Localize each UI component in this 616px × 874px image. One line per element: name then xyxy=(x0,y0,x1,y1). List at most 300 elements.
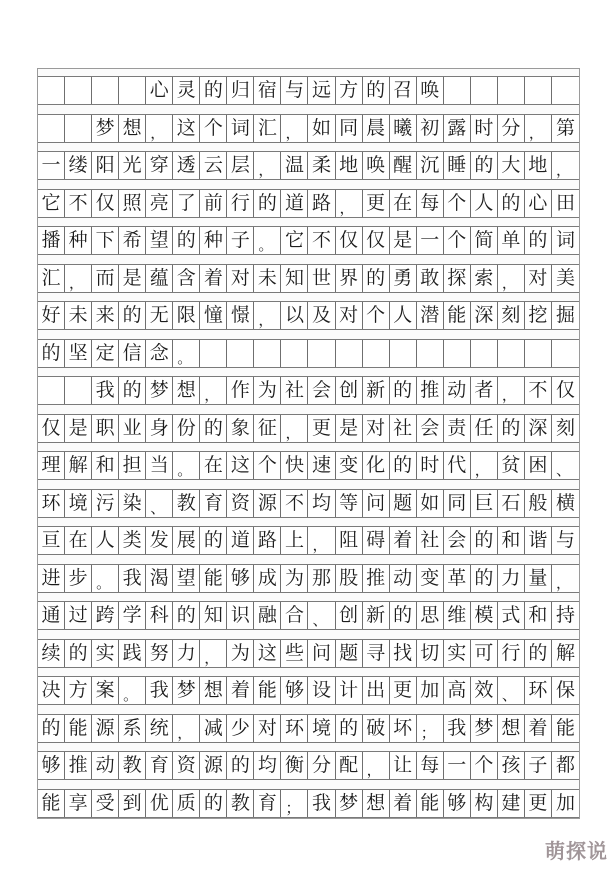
character-cell: 的 xyxy=(498,415,525,442)
character-cell: 资 xyxy=(173,752,200,779)
empty-grid-cell xyxy=(200,340,227,367)
character-cell: 唤 xyxy=(363,152,390,179)
character-cell: 及 xyxy=(308,302,335,329)
character-cell: 种 xyxy=(200,227,227,254)
text-row xyxy=(38,190,579,218)
character-cell: 等 xyxy=(336,490,363,517)
character-cell: 和 xyxy=(525,602,552,629)
empty-grid-cell xyxy=(498,77,525,104)
character-cell: 是 xyxy=(119,265,146,292)
empty-grid-cell xyxy=(336,340,363,367)
character-cell: 阳 xyxy=(92,152,119,179)
character-cell: 对 xyxy=(227,265,254,292)
character-cell: 念 xyxy=(146,340,173,367)
row-gap-strip xyxy=(38,743,579,753)
character-cell: 对 xyxy=(363,415,390,442)
row-gap-strip xyxy=(38,555,579,565)
character-cell: 含 xyxy=(173,265,200,292)
character-cell: 梦 xyxy=(173,677,200,704)
row-gap-strip xyxy=(38,255,579,265)
character-cell: 动 xyxy=(92,752,119,779)
punctuation-cell: ， xyxy=(146,115,173,142)
character-cell: 少 xyxy=(227,715,254,742)
character-cell: 的 xyxy=(471,527,498,554)
character-cell: 污 xyxy=(92,490,119,517)
character-cell: 问 xyxy=(308,640,335,667)
character-cell: 仅 xyxy=(38,415,65,442)
character-cell: 柔 xyxy=(308,152,335,179)
character-cell: 仅 xyxy=(92,190,119,217)
punctuation-cell: 、 xyxy=(498,677,525,704)
character-cell: 减 xyxy=(200,715,227,742)
character-cell: 会 xyxy=(308,377,335,404)
character-cell: 缕 xyxy=(65,152,92,179)
row-gap-strip xyxy=(38,105,579,115)
character-cell: 阻 xyxy=(336,527,363,554)
character-cell: 田 xyxy=(555,191,575,214)
character-cell: 着 xyxy=(525,715,552,742)
character-cell: 步 xyxy=(65,565,92,592)
text-row xyxy=(38,377,579,405)
character-cell: 着 xyxy=(200,265,227,292)
character-cell: 灵 xyxy=(173,77,200,104)
character-cell: 对 xyxy=(254,715,281,742)
character-cell: 路 xyxy=(254,527,281,554)
character-cell: 行 xyxy=(227,190,254,217)
manuscript-grid-paper xyxy=(37,68,580,819)
character-cell: 境 xyxy=(308,715,335,742)
empty-grid-cell xyxy=(471,340,498,367)
character-cell: 高 xyxy=(444,677,471,704)
character-cell: 的 xyxy=(498,190,525,217)
character-cell: 巨 xyxy=(471,490,498,517)
character-cell: 简 xyxy=(471,227,498,254)
character-cell: 光 xyxy=(119,152,146,179)
character-cell: 创 xyxy=(336,377,363,404)
punctuation-cell: ， xyxy=(281,115,308,142)
character-cell: 设 xyxy=(308,677,335,704)
character-cell: 通 xyxy=(38,602,65,629)
character-cell: 质 xyxy=(173,790,200,817)
character-cell: 界 xyxy=(336,265,363,292)
character-cell: 以 xyxy=(281,302,308,329)
row-gap-strip xyxy=(38,630,579,640)
punctuation-cell: 、 xyxy=(146,490,173,517)
character-cell: 和 xyxy=(92,452,119,479)
character-cell: 人 xyxy=(92,527,119,554)
character-cell: 职 xyxy=(92,415,119,442)
row-gap-strip xyxy=(38,330,579,340)
character-cell: 够 xyxy=(38,752,65,779)
character-cell: 道 xyxy=(281,190,308,217)
punctuation-cell: ， xyxy=(173,715,200,742)
character-cell: 动 xyxy=(390,565,417,592)
character-cell: 能 xyxy=(555,716,575,739)
character-cell: 孩 xyxy=(498,752,525,779)
character-cell: 的 xyxy=(254,190,281,217)
character-cell: 每 xyxy=(417,190,444,217)
character-cell: 人 xyxy=(471,190,498,217)
character-cell: 心 xyxy=(525,190,552,217)
character-cell: 环 xyxy=(38,490,65,517)
empty-grid-cell xyxy=(254,340,281,367)
character-cell: 醒 xyxy=(390,152,417,179)
row-gap-strip xyxy=(38,368,579,378)
character-cell: 信 xyxy=(119,340,146,367)
row-gap-strip xyxy=(38,668,579,678)
character-cell: 的 xyxy=(363,77,390,104)
character-cell: 者 xyxy=(471,377,498,404)
character-cell: 云 xyxy=(200,152,227,179)
character-cell: 道 xyxy=(227,527,254,554)
character-cell: 的 xyxy=(200,77,227,104)
character-cell: 那 xyxy=(308,565,335,592)
character-cell: 新 xyxy=(363,377,390,404)
character-cell: 梦 xyxy=(146,377,173,404)
character-cell: 构 xyxy=(471,790,498,817)
character-cell: 宿 xyxy=(254,77,281,104)
character-cell: 睡 xyxy=(444,152,471,179)
character-cell: 定 xyxy=(92,340,119,367)
character-cell: 化 xyxy=(363,452,390,479)
character-cell: 不 xyxy=(308,227,335,254)
empty-grid-cell xyxy=(525,77,552,104)
character-cell: 出 xyxy=(363,677,390,704)
punctuation-cell: 。 xyxy=(119,677,146,704)
character-cell: 梦 xyxy=(92,115,119,142)
character-cell: 为 xyxy=(254,377,281,404)
character-cell: 责 xyxy=(444,415,471,442)
punctuation-cell: ， xyxy=(254,302,281,329)
character-cell: 的 xyxy=(363,265,390,292)
character-cell: 均 xyxy=(254,752,281,779)
character-cell: 能 xyxy=(200,565,227,592)
character-cell: 科 xyxy=(146,602,173,629)
character-cell: 优 xyxy=(146,790,173,817)
character-cell: 刻 xyxy=(555,416,575,439)
character-cell: 时 xyxy=(471,115,498,142)
character-cell: 单 xyxy=(498,227,525,254)
character-cell: 的 xyxy=(390,377,417,404)
character-cell: 力 xyxy=(173,640,200,667)
character-cell: 新 xyxy=(363,602,390,629)
top-margin-strip xyxy=(38,69,579,77)
punctuation-cell: ， xyxy=(555,573,571,592)
character-cell: 案 xyxy=(92,677,119,704)
character-cell: 统 xyxy=(146,715,173,742)
character-cell: 推 xyxy=(363,565,390,592)
character-cell: 在 xyxy=(200,452,227,479)
row-gap-strip xyxy=(38,593,579,603)
title-row xyxy=(38,77,579,105)
character-cell: 石 xyxy=(498,490,525,517)
character-cell: 限 xyxy=(173,302,200,329)
character-cell: 它 xyxy=(38,190,65,217)
character-cell: 的 xyxy=(471,565,498,592)
character-cell: 革 xyxy=(444,565,471,592)
row-gap-strip xyxy=(38,480,579,490)
character-cell: 分 xyxy=(308,752,335,779)
character-cell: 初 xyxy=(417,115,444,142)
character-cell: 够 xyxy=(227,565,254,592)
character-cell: 更 xyxy=(363,190,390,217)
character-cell: 社 xyxy=(417,527,444,554)
character-cell: 汇 xyxy=(254,115,281,142)
character-cell: 识 xyxy=(227,602,254,629)
character-cell: 沉 xyxy=(417,152,444,179)
character-cell: 切 xyxy=(417,640,444,667)
character-cell: 计 xyxy=(336,677,363,704)
character-cell: 望 xyxy=(173,565,200,592)
row-gap-strip xyxy=(38,705,579,715)
character-cell: 的 xyxy=(173,602,200,629)
text-row xyxy=(38,602,579,630)
character-cell: 解 xyxy=(65,452,92,479)
character-cell: 能 xyxy=(38,790,65,817)
character-cell: 源 xyxy=(92,715,119,742)
character-cell: 可 xyxy=(471,640,498,667)
character-cell: 方 xyxy=(65,677,92,704)
character-cell: 为 xyxy=(281,565,308,592)
character-cell: 更 xyxy=(525,790,552,817)
character-cell: 份 xyxy=(173,415,200,442)
row-gap-strip xyxy=(38,218,579,228)
empty-grid-cell xyxy=(552,77,579,104)
character-cell: 变 xyxy=(336,452,363,479)
character-cell: 曦 xyxy=(390,115,417,142)
character-cell: 题 xyxy=(390,490,417,517)
character-cell: 到 xyxy=(119,790,146,817)
character-cell: 温 xyxy=(281,152,308,179)
text-row xyxy=(38,265,579,293)
character-cell: 如 xyxy=(417,490,444,517)
character-cell: 续 xyxy=(38,640,65,667)
character-cell: 的 xyxy=(390,602,417,629)
character-cell: 的 xyxy=(390,452,417,479)
punctuation-cell: ， xyxy=(525,115,552,142)
character-cell: 是 xyxy=(336,415,363,442)
character-cell: 想 xyxy=(200,677,227,704)
character-cell: 资 xyxy=(227,490,254,517)
punctuation-cell: ； xyxy=(281,790,308,817)
character-cell: 对 xyxy=(525,265,552,292)
character-cell: 深 xyxy=(471,302,498,329)
character-cell: 的 xyxy=(119,302,146,329)
character-cell: 创 xyxy=(336,602,363,629)
character-cell: 刻 xyxy=(498,302,525,329)
character-cell: 探 xyxy=(444,265,471,292)
punctuation-cell: ， xyxy=(498,377,525,404)
character-cell: 唤 xyxy=(417,77,444,104)
empty-grid-cell xyxy=(363,340,390,367)
character-cell: 在 xyxy=(65,527,92,554)
punctuation-cell: 。 xyxy=(92,565,119,592)
character-cell: 的 xyxy=(38,715,65,742)
punctuation-cell: ； xyxy=(417,715,444,742)
empty-grid-cell xyxy=(390,340,417,367)
text-row xyxy=(38,227,579,255)
character-cell: 个 xyxy=(444,227,471,254)
character-cell: 时 xyxy=(417,452,444,479)
character-cell: 思 xyxy=(417,602,444,629)
character-cell: 模 xyxy=(471,602,498,629)
character-cell: 展 xyxy=(173,527,200,554)
character-cell: 来 xyxy=(92,302,119,329)
text-row xyxy=(38,115,579,143)
empty-grid-cell xyxy=(65,377,92,404)
text-row xyxy=(38,752,579,780)
character-cell: 未 xyxy=(65,302,92,329)
text-row xyxy=(38,565,579,593)
character-cell: 分 xyxy=(498,115,525,142)
character-cell: 对 xyxy=(336,302,363,329)
empty-grid-cell xyxy=(444,77,471,104)
character-cell: 同 xyxy=(444,490,471,517)
character-cell: 的 xyxy=(471,152,498,179)
character-cell: 想 xyxy=(119,115,146,142)
character-cell: 的 xyxy=(200,790,227,817)
text-row xyxy=(38,452,579,480)
character-cell: 担 xyxy=(119,452,146,479)
row-gap-strip xyxy=(38,180,579,190)
character-cell: 不 xyxy=(65,190,92,217)
character-cell: 衡 xyxy=(281,752,308,779)
character-cell: 让 xyxy=(390,752,417,779)
empty-grid-cell xyxy=(308,340,335,367)
character-cell: 词 xyxy=(555,229,575,251)
character-cell: 汇 xyxy=(38,265,65,292)
character-cell: 题 xyxy=(336,640,363,667)
character-cell: 仅 xyxy=(363,227,390,254)
character-cell: 般 xyxy=(525,490,552,517)
character-cell: 能 xyxy=(417,790,444,817)
character-cell: 谐 xyxy=(525,527,552,554)
character-cell: 破 xyxy=(363,715,390,742)
character-cell: 我 xyxy=(119,565,146,592)
character-cell: 业 xyxy=(119,415,146,442)
row-gap-strip xyxy=(38,780,579,790)
character-cell: 快 xyxy=(281,452,308,479)
character-cell: 的 xyxy=(119,377,146,404)
character-cell: 归 xyxy=(227,77,254,104)
character-cell: 能 xyxy=(65,715,92,742)
character-cell: 问 xyxy=(363,490,390,517)
character-cell: 决 xyxy=(38,677,65,704)
character-cell: 持 xyxy=(555,604,575,626)
character-cell: 坚 xyxy=(65,340,92,367)
character-cell: 子 xyxy=(227,227,254,254)
character-cell: 人 xyxy=(390,302,417,329)
punctuation-cell: ， xyxy=(200,377,227,404)
punctuation-cell: ， xyxy=(555,161,571,179)
character-cell: 跨 xyxy=(92,602,119,629)
character-cell: 穿 xyxy=(146,152,173,179)
character-cell: 前 xyxy=(200,190,227,217)
character-cell: 方 xyxy=(336,77,363,104)
character-cell: 任 xyxy=(471,415,498,442)
text-row xyxy=(38,715,579,743)
character-cell: 系 xyxy=(119,715,146,742)
row-gap-strip xyxy=(38,293,579,303)
character-cell: 的 xyxy=(227,752,254,779)
character-cell: 理 xyxy=(38,452,65,479)
punctuation-cell: ， xyxy=(308,527,335,554)
character-cell: 与 xyxy=(281,77,308,104)
character-cell: 索 xyxy=(471,265,498,292)
empty-grid-cell xyxy=(417,340,444,367)
character-cell: 发 xyxy=(146,527,173,554)
character-cell: 合 xyxy=(281,602,308,629)
character-cell: 加 xyxy=(417,677,444,704)
character-cell: 同 xyxy=(336,115,363,142)
character-cell: 教 xyxy=(227,790,254,817)
empty-grid-cell xyxy=(281,340,308,367)
character-cell: 照 xyxy=(119,190,146,217)
character-cell: 更 xyxy=(308,415,335,442)
character-cell: 知 xyxy=(281,265,308,292)
character-cell: 露 xyxy=(444,115,471,142)
character-cell: 推 xyxy=(417,377,444,404)
punctuation-cell: ， xyxy=(65,265,92,292)
empty-grid-cell xyxy=(444,340,471,367)
character-cell: 不 xyxy=(281,490,308,517)
empty-grid-cell xyxy=(552,340,579,367)
empty-grid-cell xyxy=(498,340,525,367)
text-row xyxy=(38,490,579,518)
character-cell: 路 xyxy=(308,190,335,217)
character-cell: 式 xyxy=(498,602,525,629)
character-cell: 掘 xyxy=(555,304,575,326)
character-cell: 大 xyxy=(498,152,525,179)
character-cell: 会 xyxy=(444,527,471,554)
punctuation-cell: ， xyxy=(498,265,525,292)
punctuation-cell: 、 xyxy=(555,461,571,479)
character-cell: 坏 xyxy=(390,715,417,742)
character-cell: 解 xyxy=(555,641,575,664)
character-cell: 进 xyxy=(38,565,65,592)
character-cell: 上 xyxy=(281,527,308,554)
character-cell: 与 xyxy=(555,529,575,551)
character-cell: 第 xyxy=(555,116,575,139)
character-cell: 动 xyxy=(444,377,471,404)
character-cell: 一 xyxy=(417,227,444,254)
character-cell: 够 xyxy=(444,790,471,817)
character-cell: 些 xyxy=(281,640,308,667)
punctuation-cell: 。 xyxy=(254,227,281,254)
character-cell: 征 xyxy=(254,415,281,442)
character-cell: 保 xyxy=(555,679,575,701)
character-cell: 个 xyxy=(254,452,281,479)
character-cell: 环 xyxy=(525,677,552,704)
punctuation-cell: 。 xyxy=(173,452,200,479)
character-cell: 找 xyxy=(390,640,417,667)
text-row xyxy=(38,640,579,668)
character-cell: 无 xyxy=(146,302,173,329)
row-gap-strip xyxy=(38,443,579,453)
character-cell: 都 xyxy=(555,754,575,776)
character-cell: 身 xyxy=(146,415,173,442)
character-cell: 个 xyxy=(363,302,390,329)
punctuation-cell: 。 xyxy=(173,340,200,367)
character-cell: 这 xyxy=(254,640,281,667)
character-cell: 这 xyxy=(227,452,254,479)
character-cell: 染 xyxy=(119,490,146,517)
character-cell: 加 xyxy=(555,791,575,814)
character-cell: 敢 xyxy=(417,265,444,292)
row-gap-strip xyxy=(38,518,579,528)
punctuation-cell: ， xyxy=(363,752,390,779)
character-cell: 在 xyxy=(390,190,417,217)
